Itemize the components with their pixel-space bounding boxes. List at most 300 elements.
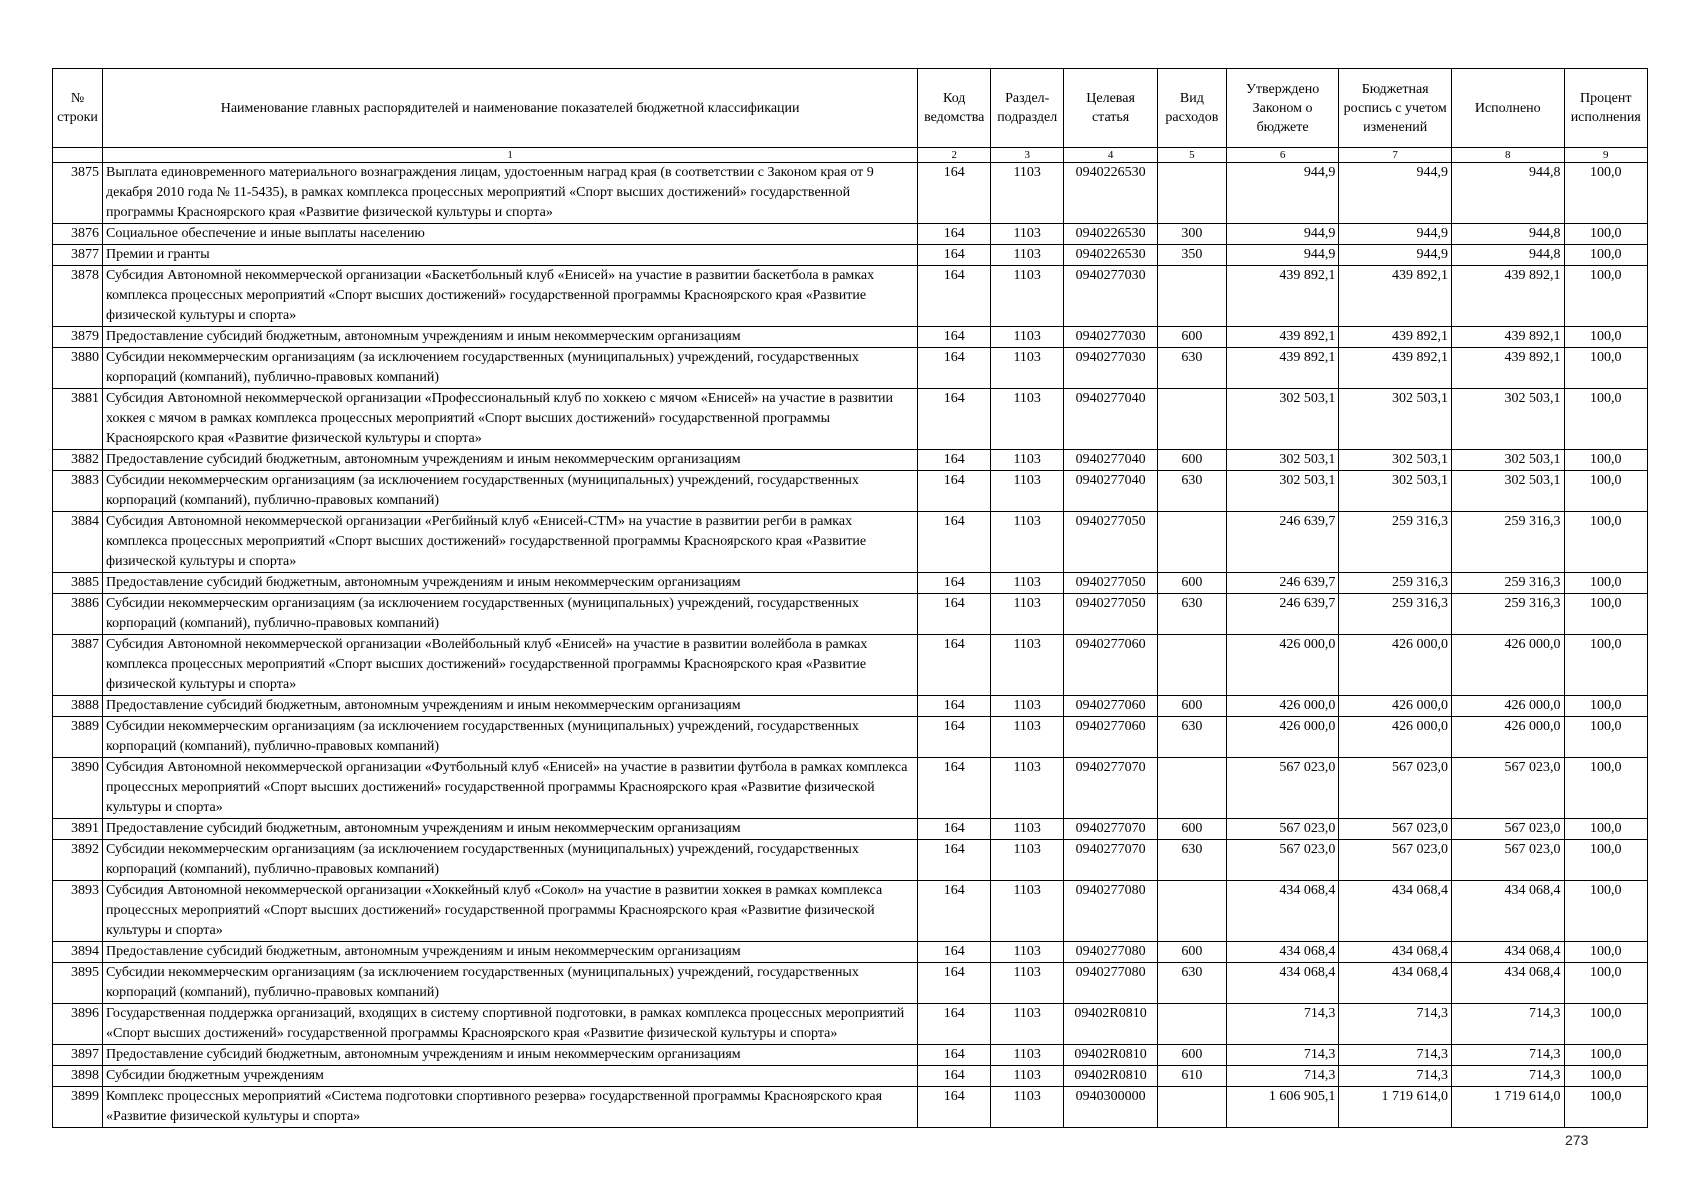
department-code-cell: 164: [918, 594, 991, 635]
expense-type-cell: [1158, 1087, 1227, 1128]
budget-schedule-cell: 302 503,1: [1339, 450, 1452, 471]
table-row: [53, 881, 1648, 942]
percent-cell: 100,0: [1564, 224, 1647, 245]
name-cell: Субсидии некоммерческим организациям (за исключением государственных (муниципальных) учреждений, государственных корпораций (компаний), публично-правовых компаний): [103, 840, 918, 881]
row-number-cell: 3892: [53, 840, 103, 881]
approved-amount-cell: 439 892,1: [1226, 266, 1339, 327]
executed-amount-cell: 714,3: [1451, 1004, 1564, 1045]
section-cell: 1103: [991, 881, 1064, 942]
table-row: [53, 389, 1648, 450]
percent-cell: 100,0: [1564, 819, 1647, 840]
approved-amount-cell: 714,3: [1226, 1066, 1339, 1087]
target-item-cell: 0940277080: [1064, 942, 1158, 963]
department-code-cell: 164: [918, 163, 991, 224]
section-cell: 1103: [991, 163, 1064, 224]
table-row: [53, 819, 1648, 840]
department-code-cell: 164: [918, 389, 991, 450]
approved-amount-cell: 439 892,1: [1226, 327, 1339, 348]
approved-amount-cell: 434 068,4: [1226, 942, 1339, 963]
row-number-cell: 3875: [53, 163, 103, 224]
section-cell: 1103: [991, 512, 1064, 573]
name-cell: Субсидия Автономной некоммерческой организации «Баскетбольный клуб «Енисей» на участие в развитии баскетбола в рамках комплекса процессных мероприятий «Спорт высших достижений» государственной программы Красноярского края «Развитие физической культуры и спорта»: [103, 266, 918, 327]
section-cell: 1103: [991, 942, 1064, 963]
expense-type-cell: 600: [1158, 942, 1227, 963]
executed-amount-cell: 434 068,4: [1451, 942, 1564, 963]
target-item-cell: 0940277080: [1064, 881, 1158, 942]
budget-schedule-cell: 426 000,0: [1339, 696, 1452, 717]
section-cell: 1103: [991, 471, 1064, 512]
column-number: 5: [1158, 148, 1227, 163]
table-row: [53, 717, 1648, 758]
percent-cell: 100,0: [1564, 635, 1647, 696]
approved-amount-cell: 246 639,7: [1226, 573, 1339, 594]
target-item-cell: 0940277070: [1064, 819, 1158, 840]
percent-cell: 100,0: [1564, 471, 1647, 512]
budget-schedule-cell: 259 316,3: [1339, 594, 1452, 635]
section-cell: 1103: [991, 224, 1064, 245]
approved-amount-cell: 302 503,1: [1226, 471, 1339, 512]
budget-schedule-cell: 434 068,4: [1339, 963, 1452, 1004]
header-expense-type: Вид расходов: [1158, 69, 1227, 148]
row-number-cell: 3888: [53, 696, 103, 717]
table-body: [53, 163, 1648, 1128]
name-cell: Субсидии некоммерческим организациям (за исключением государственных (муниципальных) учреждений, государственных корпораций (компаний), публично-правовых компаний): [103, 594, 918, 635]
percent-cell: 100,0: [1564, 1045, 1647, 1066]
executed-amount-cell: 259 316,3: [1451, 512, 1564, 573]
department-code-cell: 164: [918, 758, 991, 819]
row-number-cell: 3891: [53, 819, 103, 840]
executed-amount-cell: 434 068,4: [1451, 963, 1564, 1004]
table-row: [53, 573, 1648, 594]
row-number-cell: 3881: [53, 389, 103, 450]
department-code-cell: 164: [918, 245, 991, 266]
target-item-cell: 0940277060: [1064, 696, 1158, 717]
name-cell: Предоставление субсидий бюджетным, автономным учреждениям и иным некоммерческим организациям: [103, 327, 918, 348]
department-code-cell: 164: [918, 840, 991, 881]
name-cell: Субсидия Автономной некоммерческой организации «Профессиональный клуб по хоккею с мячом «Енисей» на участие в развитии хоккея с мячом в рамках комплекса процессных мероприятий «Спорт высших достижений» государственной программы Красноярского края «Развитие физической культуры и спорта»: [103, 389, 918, 450]
page-number: 273: [1565, 1132, 1589, 1148]
name-cell: Субсидии некоммерческим организациям (за исключением государственных (муниципальных) учреждений, государственных корпораций (компаний), публично-правовых компаний): [103, 717, 918, 758]
expense-type-cell: 630: [1158, 963, 1227, 1004]
department-code-cell: 164: [918, 450, 991, 471]
header-row-number: № строки: [53, 69, 103, 148]
approved-amount-cell: 714,3: [1226, 1004, 1339, 1045]
department-code-cell: 164: [918, 635, 991, 696]
approved-amount-cell: 426 000,0: [1226, 635, 1339, 696]
budget-schedule-cell: 434 068,4: [1339, 942, 1452, 963]
table-row: [53, 594, 1648, 635]
department-code-cell: 164: [918, 963, 991, 1004]
executed-amount-cell: 439 892,1: [1451, 348, 1564, 389]
section-cell: 1103: [991, 717, 1064, 758]
row-number-cell: 3879: [53, 327, 103, 348]
row-number-cell: 3880: [53, 348, 103, 389]
expense-type-cell: [1158, 881, 1227, 942]
row-number-cell: 3878: [53, 266, 103, 327]
table-row: [53, 635, 1648, 696]
header-percent: Процент исполнения: [1564, 69, 1647, 148]
percent-cell: 100,0: [1564, 389, 1647, 450]
section-cell: 1103: [991, 840, 1064, 881]
executed-amount-cell: 714,3: [1451, 1045, 1564, 1066]
budget-schedule-cell: 302 503,1: [1339, 389, 1452, 450]
row-number-cell: 3884: [53, 512, 103, 573]
percent-cell: 100,0: [1564, 1066, 1647, 1087]
executed-amount-cell: 426 000,0: [1451, 635, 1564, 696]
name-cell: Субсидия Автономной некоммерческой организации «Футбольный клуб «Енисей» на участие в развитии футбола в рамках комплекса процессных мероприятий «Спорт высших достижений» государственной программы Красноярского края «Развитие физической культуры и спорта»: [103, 758, 918, 819]
approved-amount-cell: 434 068,4: [1226, 963, 1339, 1004]
executed-amount-cell: 426 000,0: [1451, 717, 1564, 758]
budget-schedule-cell: 434 068,4: [1339, 881, 1452, 942]
row-number-cell: 3877: [53, 245, 103, 266]
budget-schedule-cell: 259 316,3: [1339, 573, 1452, 594]
executed-amount-cell: 302 503,1: [1451, 389, 1564, 450]
approved-amount-cell: 567 023,0: [1226, 840, 1339, 881]
target-item-cell: 09402R0810: [1064, 1045, 1158, 1066]
expense-type-cell: 600: [1158, 327, 1227, 348]
executed-amount-cell: 567 023,0: [1451, 840, 1564, 881]
row-number-cell: 3882: [53, 450, 103, 471]
header-approved: Утверждено Законом о бюджете: [1226, 69, 1339, 148]
budget-schedule-cell: 944,9: [1339, 245, 1452, 266]
department-code-cell: 164: [918, 1066, 991, 1087]
header-name: Наименование главных распорядителей и наименование показателей бюджетной классификации: [103, 69, 918, 148]
section-cell: 1103: [991, 1045, 1064, 1066]
target-item-cell: 0940277040: [1064, 450, 1158, 471]
target-item-cell: 0940277060: [1064, 717, 1158, 758]
budget-schedule-cell: 439 892,1: [1339, 327, 1452, 348]
table-row: [53, 1066, 1648, 1087]
column-number: 6: [1226, 148, 1339, 163]
section-cell: 1103: [991, 327, 1064, 348]
approved-amount-cell: 434 068,4: [1226, 881, 1339, 942]
section-cell: 1103: [991, 348, 1064, 389]
section-cell: 1103: [991, 266, 1064, 327]
expense-type-cell: 600: [1158, 1045, 1227, 1066]
percent-cell: 100,0: [1564, 348, 1647, 389]
name-cell: Предоставление субсидий бюджетным, автономным учреждениям и иным некоммерческим организациям: [103, 819, 918, 840]
budget-schedule-cell: 714,3: [1339, 1004, 1452, 1045]
name-cell: Выплата единовременного материального вознаграждения лицам, удостоенным наград края (в соответствии с Законом края от 9 декабря 2010 года № 11-5435), в рамках комплекса процессных мероприятий «Спорт высших достижений» государственной программы Красноярского края «Развитие физической культуры и спорта»: [103, 163, 918, 224]
target-item-cell: 0940226530: [1064, 224, 1158, 245]
department-code-cell: 164: [918, 224, 991, 245]
row-number-cell: 3885: [53, 573, 103, 594]
section-cell: 1103: [991, 1004, 1064, 1045]
approved-amount-cell: 246 639,7: [1226, 594, 1339, 635]
target-item-cell: 0940277030: [1064, 348, 1158, 389]
name-cell: Субсидии некоммерческим организациям (за исключением государственных (муниципальных) учреждений, государственных корпораций (компаний), публично-правовых компаний): [103, 471, 918, 512]
budget-schedule-cell: 302 503,1: [1339, 471, 1452, 512]
row-number-cell: 3889: [53, 717, 103, 758]
budget-schedule-cell: 439 892,1: [1339, 266, 1452, 327]
approved-amount-cell: 302 503,1: [1226, 450, 1339, 471]
header-budget-schedule: Бюджетная роспись с учетом изменений: [1339, 69, 1452, 148]
column-number: 1: [103, 148, 918, 163]
department-code-cell: 164: [918, 471, 991, 512]
name-cell: Комплекс процессных мероприятий «Система подготовки спортивного резерва» государственной программы Красноярского края «Развитие физической культуры и спорта»: [103, 1087, 918, 1128]
expense-type-cell: [1158, 1004, 1227, 1045]
target-item-cell: 0940277030: [1064, 266, 1158, 327]
column-number: 9: [1564, 148, 1647, 163]
header-target-item: Целевая статья: [1064, 69, 1158, 148]
target-item-cell: 0940277050: [1064, 573, 1158, 594]
table-row: [53, 266, 1648, 327]
executed-amount-cell: 944,8: [1451, 163, 1564, 224]
table-row: [53, 450, 1648, 471]
name-cell: Предоставление субсидий бюджетным, автономным учреждениям и иным некоммерческим организациям: [103, 696, 918, 717]
percent-cell: 100,0: [1564, 758, 1647, 819]
approved-amount-cell: 567 023,0: [1226, 758, 1339, 819]
budget-schedule-cell: 944,9: [1339, 163, 1452, 224]
table-row: [53, 348, 1648, 389]
approved-amount-cell: 439 892,1: [1226, 348, 1339, 389]
section-cell: 1103: [991, 1087, 1064, 1128]
percent-cell: 100,0: [1564, 1087, 1647, 1128]
executed-amount-cell: 567 023,0: [1451, 819, 1564, 840]
name-cell: Предоставление субсидий бюджетным, автономным учреждениям и иным некоммерческим организациям: [103, 573, 918, 594]
table-row: [53, 696, 1648, 717]
target-item-cell: 0940277030: [1064, 327, 1158, 348]
table-row: [53, 327, 1648, 348]
budget-schedule-cell: 567 023,0: [1339, 819, 1452, 840]
expense-type-cell: 350: [1158, 245, 1227, 266]
section-cell: 1103: [991, 758, 1064, 819]
table-row: [53, 163, 1648, 224]
section-cell: 1103: [991, 635, 1064, 696]
section-cell: 1103: [991, 573, 1064, 594]
expense-type-cell: 300: [1158, 224, 1227, 245]
name-cell: Предоставление субсидий бюджетным, автономным учреждениям и иным некоммерческим организациям: [103, 942, 918, 963]
percent-cell: 100,0: [1564, 573, 1647, 594]
row-number-cell: 3887: [53, 635, 103, 696]
target-item-cell: 0940277040: [1064, 389, 1158, 450]
executed-amount-cell: 944,8: [1451, 224, 1564, 245]
row-number-cell: 3893: [53, 881, 103, 942]
column-number: 4: [1064, 148, 1158, 163]
approved-amount-cell: 567 023,0: [1226, 819, 1339, 840]
expense-type-cell: 610: [1158, 1066, 1227, 1087]
expense-type-cell: [1158, 389, 1227, 450]
column-number: [53, 148, 103, 163]
budget-execution-table: [52, 68, 1648, 1128]
header-row: [53, 69, 1648, 148]
row-number-cell: 3890: [53, 758, 103, 819]
table-row: [53, 224, 1648, 245]
percent-cell: 100,0: [1564, 1004, 1647, 1045]
column-number: 7: [1339, 148, 1452, 163]
target-item-cell: 0940226530: [1064, 163, 1158, 224]
department-code-cell: 164: [918, 1045, 991, 1066]
table-row: [53, 1004, 1648, 1045]
percent-cell: 100,0: [1564, 881, 1647, 942]
table-row: [53, 963, 1648, 1004]
table-row: [53, 1045, 1648, 1066]
executed-amount-cell: 426 000,0: [1451, 696, 1564, 717]
approved-amount-cell: 302 503,1: [1226, 389, 1339, 450]
expense-type-cell: 600: [1158, 819, 1227, 840]
executed-amount-cell: 259 316,3: [1451, 573, 1564, 594]
column-number: 8: [1451, 148, 1564, 163]
target-item-cell: 0940277080: [1064, 963, 1158, 1004]
executed-amount-cell: 1 719 614,0: [1451, 1087, 1564, 1128]
executed-amount-cell: 714,3: [1451, 1066, 1564, 1087]
target-item-cell: 0940277070: [1064, 758, 1158, 819]
department-code-cell: 164: [918, 348, 991, 389]
department-code-cell: 164: [918, 512, 991, 573]
expense-type-cell: [1158, 512, 1227, 573]
target-item-cell: 0940277070: [1064, 840, 1158, 881]
department-code-cell: 164: [918, 881, 991, 942]
expense-type-cell: [1158, 758, 1227, 819]
department-code-cell: 164: [918, 327, 991, 348]
section-cell: 1103: [991, 450, 1064, 471]
column-number-row: [53, 148, 1648, 163]
name-cell: Предоставление субсидий бюджетным, автономным учреждениям и иным некоммерческим организациям: [103, 450, 918, 471]
target-item-cell: 09402R0810: [1064, 1066, 1158, 1087]
column-number: 3: [991, 148, 1064, 163]
row-number-cell: 3899: [53, 1087, 103, 1128]
name-cell: Субсидии бюджетным учреждениям: [103, 1066, 918, 1087]
percent-cell: 100,0: [1564, 717, 1647, 758]
budget-schedule-cell: 426 000,0: [1339, 717, 1452, 758]
approved-amount-cell: 1 606 905,1: [1226, 1087, 1339, 1128]
expense-type-cell: 600: [1158, 573, 1227, 594]
executed-amount-cell: 302 503,1: [1451, 450, 1564, 471]
row-number-cell: 3895: [53, 963, 103, 1004]
budget-schedule-cell: 1 719 614,0: [1339, 1087, 1452, 1128]
section-cell: 1103: [991, 594, 1064, 635]
expense-type-cell: 630: [1158, 471, 1227, 512]
header-executed: Исполнено: [1451, 69, 1564, 148]
target-item-cell: 0940277040: [1064, 471, 1158, 512]
budget-schedule-cell: 714,3: [1339, 1066, 1452, 1087]
executed-amount-cell: 439 892,1: [1451, 327, 1564, 348]
department-code-cell: 164: [918, 1087, 991, 1128]
budget-schedule-cell: 259 316,3: [1339, 512, 1452, 573]
section-cell: 1103: [991, 696, 1064, 717]
table-row: [53, 512, 1648, 573]
department-code-cell: 164: [918, 573, 991, 594]
column-number: 2: [918, 148, 991, 163]
name-cell: Социальное обеспечение и иные выплаты населению: [103, 224, 918, 245]
target-item-cell: 0940277050: [1064, 594, 1158, 635]
approved-amount-cell: 426 000,0: [1226, 696, 1339, 717]
name-cell: Премии и гранты: [103, 245, 918, 266]
expense-type-cell: [1158, 163, 1227, 224]
expense-type-cell: 630: [1158, 348, 1227, 389]
target-item-cell: 0940277050: [1064, 512, 1158, 573]
percent-cell: 100,0: [1564, 963, 1647, 1004]
name-cell: Предоставление субсидий бюджетным, автономным учреждениям и иным некоммерческим организациям: [103, 1045, 918, 1066]
percent-cell: 100,0: [1564, 696, 1647, 717]
expense-type-cell: 600: [1158, 696, 1227, 717]
row-number-cell: 3886: [53, 594, 103, 635]
executed-amount-cell: 944,8: [1451, 245, 1564, 266]
name-cell: Субсидии некоммерческим организациям (за исключением государственных (муниципальных) учреждений, государственных корпораций (компаний), публично-правовых компаний): [103, 348, 918, 389]
row-number-cell: 3897: [53, 1045, 103, 1066]
approved-amount-cell: 944,9: [1226, 163, 1339, 224]
executed-amount-cell: 434 068,4: [1451, 881, 1564, 942]
expense-type-cell: 600: [1158, 450, 1227, 471]
target-item-cell: 0940277060: [1064, 635, 1158, 696]
approved-amount-cell: 944,9: [1226, 224, 1339, 245]
department-code-cell: 164: [918, 717, 991, 758]
target-item-cell: 09402R0810: [1064, 1004, 1158, 1045]
section-cell: 1103: [991, 1066, 1064, 1087]
expense-type-cell: [1158, 266, 1227, 327]
budget-schedule-cell: 944,9: [1339, 224, 1452, 245]
name-cell: Субсидии некоммерческим организациям (за исключением государственных (муниципальных) учреждений, государственных корпораций (компаний), публично-правовых компаний): [103, 963, 918, 1004]
budget-schedule-cell: 567 023,0: [1339, 758, 1452, 819]
percent-cell: 100,0: [1564, 942, 1647, 963]
executed-amount-cell: 439 892,1: [1451, 266, 1564, 327]
percent-cell: 100,0: [1564, 245, 1647, 266]
header-department-code: Код ведомства: [918, 69, 991, 148]
approved-amount-cell: 944,9: [1226, 245, 1339, 266]
executed-amount-cell: 567 023,0: [1451, 758, 1564, 819]
row-number-cell: 3876: [53, 224, 103, 245]
table-row: [53, 942, 1648, 963]
executed-amount-cell: 259 316,3: [1451, 594, 1564, 635]
row-number-cell: 3883: [53, 471, 103, 512]
name-cell: Субсидия Автономной некоммерческой организации «Волейбольный клуб «Енисей» на участие в развитии волейбола в рамках комплекса процессных мероприятий «Спорт высших достижений» государственной программы Красноярского края «Развитие физической культуры и спорта»: [103, 635, 918, 696]
expense-type-cell: 630: [1158, 594, 1227, 635]
header-section: Раздел-подраздел: [991, 69, 1064, 148]
department-code-cell: 164: [918, 696, 991, 717]
table-row: [53, 471, 1648, 512]
table-row: [53, 758, 1648, 819]
percent-cell: 100,0: [1564, 327, 1647, 348]
section-cell: 1103: [991, 819, 1064, 840]
percent-cell: 100,0: [1564, 840, 1647, 881]
percent-cell: 100,0: [1564, 594, 1647, 635]
table-row: [53, 245, 1648, 266]
section-cell: 1103: [991, 389, 1064, 450]
section-cell: 1103: [991, 963, 1064, 1004]
approved-amount-cell: 714,3: [1226, 1045, 1339, 1066]
table-row: [53, 840, 1648, 881]
department-code-cell: 164: [918, 819, 991, 840]
department-code-cell: 164: [918, 266, 991, 327]
budget-schedule-cell: 439 892,1: [1339, 348, 1452, 389]
percent-cell: 100,0: [1564, 450, 1647, 471]
approved-amount-cell: 426 000,0: [1226, 717, 1339, 758]
target-item-cell: 0940300000: [1064, 1087, 1158, 1128]
percent-cell: 100,0: [1564, 266, 1647, 327]
table-row: [53, 1087, 1648, 1128]
expense-type-cell: 630: [1158, 840, 1227, 881]
percent-cell: 100,0: [1564, 512, 1647, 573]
row-number-cell: 3894: [53, 942, 103, 963]
name-cell: Субсидия Автономной некоммерческой организации «Регбийный клуб «Енисей-СТМ» на участие в развитии регби в рамках комплекса процессных мероприятий «Спорт высших достижений» государственной программы Красноярского края «Развитие физической культуры и спорта»: [103, 512, 918, 573]
executed-amount-cell: 302 503,1: [1451, 471, 1564, 512]
row-number-cell: 3898: [53, 1066, 103, 1087]
row-number-cell: 3896: [53, 1004, 103, 1045]
department-code-cell: 164: [918, 1004, 991, 1045]
expense-type-cell: 630: [1158, 717, 1227, 758]
budget-schedule-cell: 426 000,0: [1339, 635, 1452, 696]
budget-schedule-cell: 714,3: [1339, 1045, 1452, 1066]
name-cell: Государственная поддержка организаций, входящих в систему спортивной подготовки, в рамках комплекса процессных мероприятий «Спорт высших достижений» государственной программы Красноярского края «Развитие физической культуры и спорта»: [103, 1004, 918, 1045]
section-cell: 1103: [991, 245, 1064, 266]
target-item-cell: 0940226530: [1064, 245, 1158, 266]
name-cell: Субсидия Автономной некоммерческой организации «Хоккейный клуб «Сокол» на участие в развитии хоккея в рамках комплекса процессных мероприятий «Спорт высших достижений» государственной программы Красноярского края «Развитие физической культуры и спорта»: [103, 881, 918, 942]
department-code-cell: 164: [918, 942, 991, 963]
budget-schedule-cell: 567 023,0: [1339, 840, 1452, 881]
percent-cell: 100,0: [1564, 163, 1647, 224]
expense-type-cell: [1158, 635, 1227, 696]
approved-amount-cell: 246 639,7: [1226, 512, 1339, 573]
